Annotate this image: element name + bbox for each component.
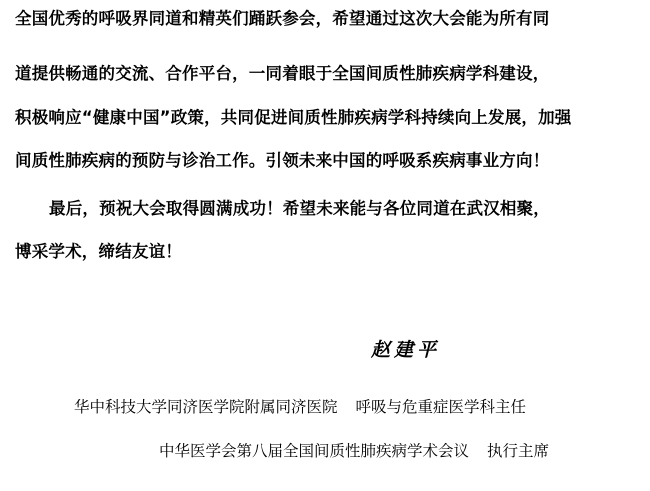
affiliation2-title: 执行主席 — [487, 442, 550, 460]
paragraph1-line-1: 全国优秀的呼吸界同道和精英们踊跃参会，希望通过这次大会能为所有同 — [15, 9, 550, 28]
paragraph1-line-2: 道提供畅通的交流、合作平台，一同着眼于全国间质性肺疾病学科建设， — [15, 64, 550, 83]
affiliation-line-2 — [159, 441, 549, 461]
affiliation-line-1 — [74, 397, 526, 417]
paragraph2-line-1: 最后，预祝大会取得圆满成功！希望未来能与各位同道在武汉相聚， — [49, 199, 550, 218]
affiliation2-institution: 中华医学会第八届全国间质性肺疾病学术会议 — [159, 442, 470, 460]
affiliation1-institution: 华中科技大学同济医学院附属同济医院 — [74, 398, 338, 416]
signature-name: 赵建平 — [371, 339, 441, 361]
paragraph2-line-2: 博采学术，缔结友谊！ — [15, 242, 182, 261]
affiliation1-title: 呼吸与危重症医学科主任 — [355, 398, 527, 416]
paragraph1-line-4: 间质性肺疾病的预防与诊治工作。引领未来中国的呼吸系疾病事业方向！ — [15, 151, 550, 170]
paragraph1-line-3: 积极响应“健康中国”政策，共同促进间质性肺疾病学科持续向上发展，加强 — [15, 108, 572, 127]
